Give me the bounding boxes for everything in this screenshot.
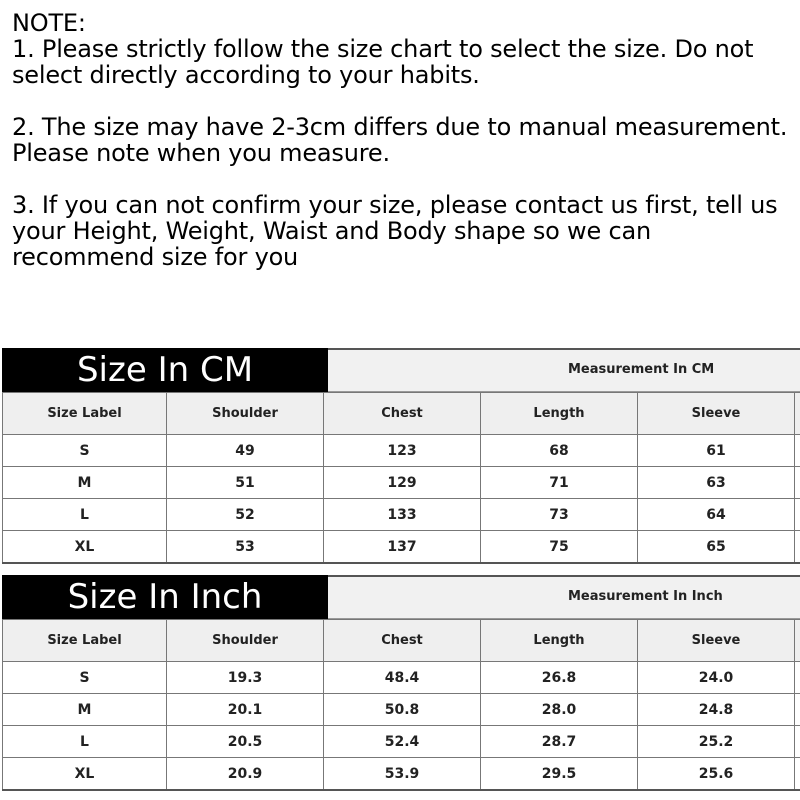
size-table (2, 392, 800, 564)
cell-size: M (3, 467, 167, 499)
cell-length: 29.5 (481, 758, 638, 791)
col-header-shoulder: Shoulder (167, 620, 324, 662)
table-row (3, 758, 800, 791)
table-row (3, 499, 800, 531)
cell-chest: 50.8 (324, 694, 481, 726)
cell-length: 71 (481, 467, 638, 499)
size-chart-inch (2, 575, 800, 791)
cell-shoulder: 20.9 (167, 758, 324, 791)
note-heading: NOTE: (12, 9, 86, 37)
table-row (3, 662, 800, 694)
measurement-label: Measurement In Inch (328, 575, 800, 619)
size-notes (12, 10, 798, 270)
cell-length: 26.8 (481, 662, 638, 694)
cell-shoulder: 51 (167, 467, 324, 499)
cell-chest: 123 (324, 435, 481, 467)
note-item-1: 1. Please strictly follow the size chart to select the size. Do not select directly according to your habits. (12, 35, 754, 89)
col-header-length: Length (481, 620, 638, 662)
cell-sleeve: 25.6 (638, 758, 795, 791)
cell-size: M (3, 694, 167, 726)
chart-header (2, 575, 800, 619)
col-header-size-label: Size Label (3, 393, 167, 435)
note-item-3: 3. If you can not confirm your size, please contact us first, tell us your Height, Weight, Waist and Body shape so we can recommend size for you (12, 191, 778, 271)
cell-sleeve: 24.0 (638, 662, 795, 694)
cell-length: 68 (481, 435, 638, 467)
cell-sleeve: 25.2 (638, 726, 795, 758)
table-row (3, 726, 800, 758)
cell-length: 28.0 (481, 694, 638, 726)
chart-title: Size In CM (2, 348, 328, 392)
col-header-shoulder: Shoulder (167, 393, 324, 435)
cell-empty (795, 758, 800, 791)
cell-chest: 137 (324, 531, 481, 564)
cell-shoulder: 49 (167, 435, 324, 467)
measurement-label: Measurement In CM (328, 348, 800, 392)
cell-shoulder: 20.5 (167, 726, 324, 758)
size-table (2, 619, 800, 791)
cell-length: 75 (481, 531, 638, 564)
cell-shoulder: 53 (167, 531, 324, 564)
cell-empty (795, 499, 800, 531)
cell-length: 28.7 (481, 726, 638, 758)
cell-chest: 129 (324, 467, 481, 499)
cell-shoulder: 19.3 (167, 662, 324, 694)
header-row (3, 620, 800, 662)
col-header-chest: Chest (324, 620, 481, 662)
chart-header (2, 348, 800, 392)
col-header-empty (795, 393, 800, 435)
cell-empty (795, 694, 800, 726)
cell-size: S (3, 435, 167, 467)
col-header-empty (795, 620, 800, 662)
table-row (3, 694, 800, 726)
cell-shoulder: 52 (167, 499, 324, 531)
table-row (3, 467, 800, 499)
cell-shoulder: 20.1 (167, 694, 324, 726)
header-row (3, 393, 800, 435)
col-header-length: Length (481, 393, 638, 435)
col-header-chest: Chest (324, 393, 481, 435)
table-row (3, 531, 800, 564)
cell-sleeve: 61 (638, 435, 795, 467)
cell-size: XL (3, 758, 167, 791)
cell-size: L (3, 499, 167, 531)
cell-chest: 133 (324, 499, 481, 531)
cell-empty (795, 726, 800, 758)
cell-empty (795, 531, 800, 564)
cell-sleeve: 24.8 (638, 694, 795, 726)
cell-empty (795, 467, 800, 499)
cell-empty (795, 662, 800, 694)
cell-size: XL (3, 531, 167, 564)
cell-length: 73 (481, 499, 638, 531)
cell-sleeve: 64 (638, 499, 795, 531)
note-item-2: 2. The size may have 2-3cm differs due to manual measurement. Please note when you measure. (12, 113, 788, 167)
table-row (3, 435, 800, 467)
cell-empty (795, 435, 800, 467)
size-chart-cm (2, 348, 800, 564)
cell-chest: 52.4 (324, 726, 481, 758)
cell-size: S (3, 662, 167, 694)
col-header-sleeve: Sleeve (638, 393, 795, 435)
cell-size: L (3, 726, 167, 758)
col-header-sleeve: Sleeve (638, 620, 795, 662)
cell-chest: 48.4 (324, 662, 481, 694)
cell-sleeve: 63 (638, 467, 795, 499)
cell-chest: 53.9 (324, 758, 481, 791)
col-header-size-label: Size Label (3, 620, 167, 662)
chart-title: Size In Inch (2, 575, 328, 619)
cell-sleeve: 65 (638, 531, 795, 564)
